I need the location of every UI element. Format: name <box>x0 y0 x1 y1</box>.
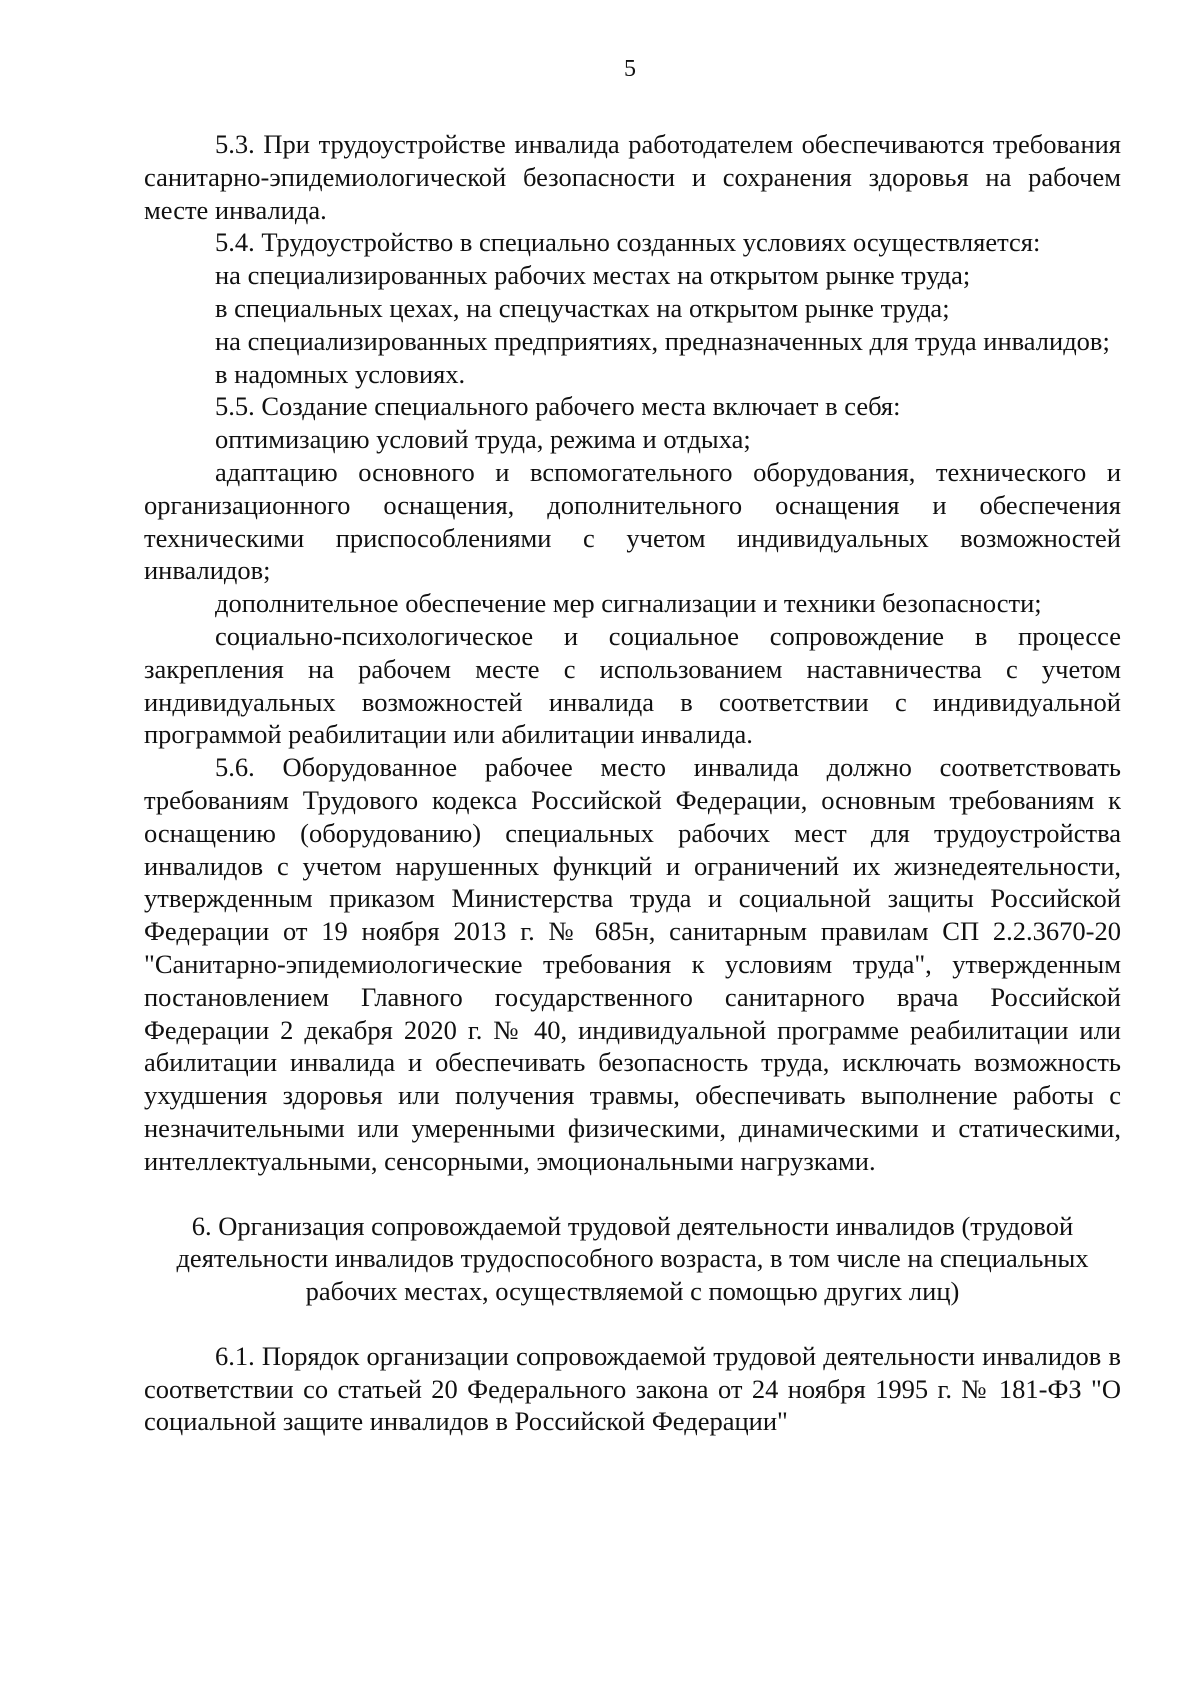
list-item-optimization: оптимизацию условий труда, режима и отдыха; <box>215 424 751 455</box>
paragraph-5-4: 5.4. Трудоустройство в специально созданных условиях осуществляется: <box>215 227 1041 258</box>
list-item-social-support: социально-психологическое и социальное сопровождение в процессе закрепления на рабочем месте с использованием наставничества с учетом индивидуальных возможностей инвалида в соответствии с индивидуальной программой реабилитации или абилитации инвалида. <box>144 620 1121 750</box>
list-item-alarm-measures: дополнительное обеспечение мер сигнализации и техники безопасности; <box>215 588 1042 619</box>
document-body <box>144 128 1121 1438</box>
list-item-adaptation: адаптацию основного и вспомогательного оборудования, технического и организационного оснащения, дополнительного оснащения и обеспечения техническими приспособлениями с учетом индивидуальных возможностей инвалидов; <box>144 456 1121 586</box>
list-item-specialized-workplaces: на специализированных рабочих местах на открытом рынке труда; <box>215 260 971 291</box>
paragraph-5-6: 5.6. Оборудованное рабочее место инвалида должно соответствовать требованиям Трудового кодекса Российской Федерации, основным требованиям к оснащению (оборудованию) специальных рабочих мест для трудоустройства инвалидов с учетом нарушенных функций и ограничений их жизнедеятельности, утвержденным приказом Министерства труда и социальной защиты Российской Федерации от 19 ноября 2013 г. № 685н, санитарным правилам СП 2.2.3670-20 "Санитарно-эпидемиологические требования к условиям труда", утвержденным постановлением Главного государственного санитарного врача Российской Федерации 2 декабря 2020 г. № 40, индивидуальной программе реабилитации или абилитации инвалида и обеспечивать безопасность труда, исключать возможность ухудшения здоровья или получения травмы, обеспечивать выполнение работы с незначительными или умеренными физическими, динамическими и статическими, интеллектуальными, сенсорными, эмоциональными нагрузками. <box>144 752 1121 1176</box>
list-item-special-workshops: в специальных цехах, на спецучастках на открытом рынке труда; <box>215 292 950 323</box>
paragraph-5-3: 5.3. При трудоустройстве инвалида работодателем обеспечиваются требования санитарно-эпидемиологической безопасности и сохранения здоровья на рабочем месте инвалида. <box>144 129 1121 225</box>
paragraph-5-5: 5.5. Создание специального рабочего места включает в себя: <box>215 391 901 422</box>
list-item-home-conditions: в надомных условиях. <box>215 358 466 389</box>
paragraph-6-1: 6.1. Порядок организации сопровождаемой трудовой деятельности инвалидов в соответствии со статьей 20 Федерального закона от 24 ноября 1995 г. № 181-ФЗ "О социальной защите инвалидов в Российской Федерации" <box>144 1340 1121 1437</box>
list-item-specialized-enterprises: на специализированных предприятиях, предназначенных для труда инвалидов; <box>215 325 1110 356</box>
section-6-heading: 6. Организация сопровождаемой трудовой деятельности инвалидов (трудовой деятельности инвалидов трудоспособного возраста, в том числе на специальных рабочих местах, осуществляемой с помощью других лиц) <box>176 1210 1089 1307</box>
page-number: 5 <box>624 56 636 82</box>
